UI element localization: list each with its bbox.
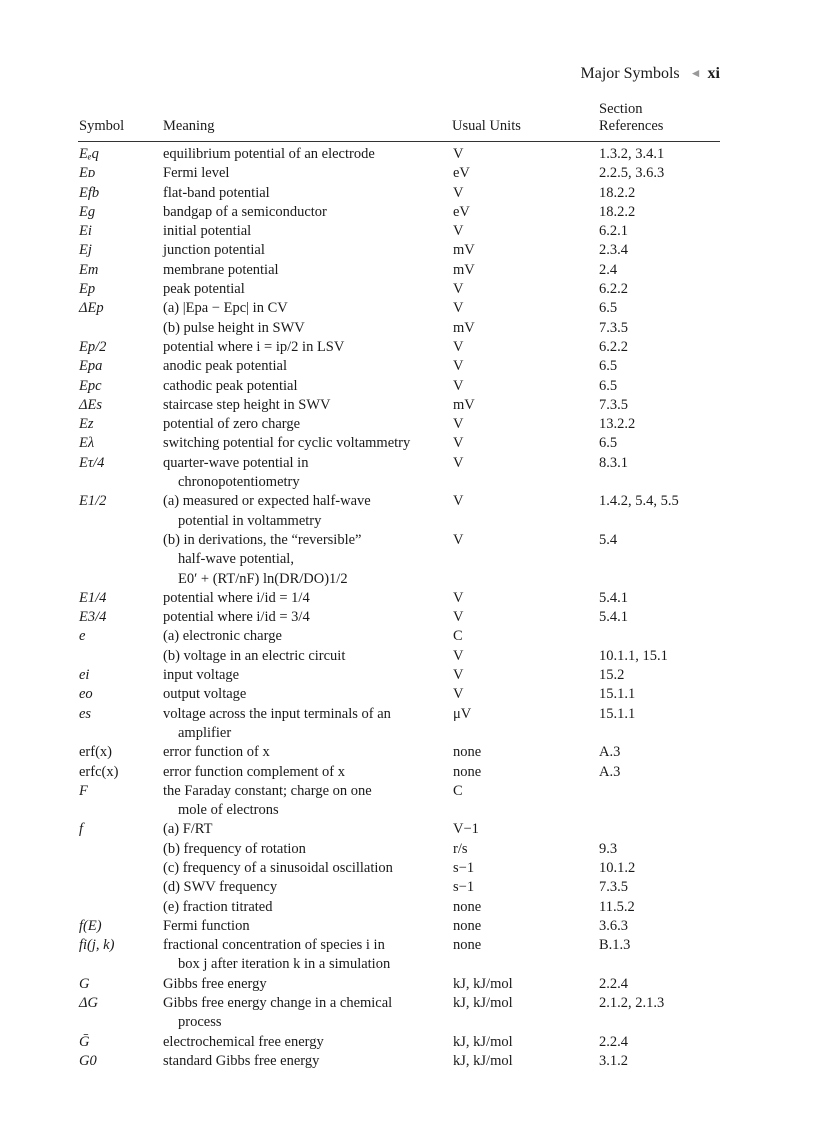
section-marker-icon: ◄ — [689, 66, 702, 80]
column-header-section-line1: Section — [599, 101, 643, 117]
symbol-cell: Eₑq — [79, 146, 99, 162]
section-ref-cell: 18.2.2 — [599, 203, 636, 220]
units-cell — [468, 724, 614, 743]
symbol-cell — [78, 550, 163, 569]
table-row — [78, 338, 720, 357]
meaning-cell: (a) F/RT — [163, 821, 213, 838]
units-cell: V — [453, 454, 464, 471]
symbol-cell: erfc(x) — [79, 763, 119, 780]
symbol-cell — [78, 840, 163, 859]
table-row — [78, 647, 720, 666]
symbol-cell — [78, 878, 163, 897]
section-ref-cell: 13.2.2 — [599, 416, 636, 433]
section-ref-cell: 6.2.1 — [599, 223, 628, 240]
meaning-cell: E0′ + (RT/nF) ln(DR/DO)1/2 — [178, 570, 348, 587]
symbol-cell: f — [79, 821, 84, 838]
symbol-cell — [78, 512, 163, 531]
units-cell — [468, 512, 614, 531]
units-cell: none — [453, 898, 482, 915]
meaning-cell: (a) electronic charge — [163, 628, 282, 645]
section-ref-cell — [614, 724, 720, 743]
units-cell: μV — [453, 705, 472, 722]
units-cell — [468, 801, 614, 820]
section-ref-cell: 9.3 — [599, 840, 618, 857]
units-cell: V — [453, 281, 464, 298]
meaning-cell: bandgap of a semiconductor — [163, 203, 327, 220]
units-cell: kJ, kJ/mol — [453, 975, 513, 992]
symbol-cell — [78, 898, 163, 917]
table-row — [78, 724, 720, 743]
table-row — [78, 1052, 720, 1071]
section-ref-cell: 10.1.2 — [599, 859, 636, 876]
symbol-cell: fi(j, k) — [79, 937, 115, 954]
section-ref-cell: 2.2.4 — [599, 1033, 628, 1050]
units-cell: V — [453, 358, 464, 375]
table-row — [78, 512, 720, 531]
table-row — [78, 396, 720, 415]
meaning-cell: the Faraday constant; charge on one — [163, 782, 372, 799]
table-row — [78, 936, 720, 955]
section-ref-cell: 3.1.2 — [599, 1052, 628, 1069]
symbol-cell — [78, 531, 163, 550]
symbol-cell: es — [79, 705, 92, 722]
units-cell: C — [453, 628, 463, 645]
symbols-table-body — [78, 145, 720, 1071]
units-cell: s−1 — [453, 859, 475, 876]
units-cell: mV — [453, 319, 475, 336]
table-row — [78, 434, 720, 453]
section-ref-cell — [614, 550, 720, 569]
symbol-cell — [78, 319, 163, 338]
symbol-cell: F — [79, 782, 88, 799]
units-cell: V — [453, 609, 464, 626]
symbol-cell: Ez — [79, 416, 94, 433]
meaning-cell: (d) SWV frequency — [163, 879, 278, 896]
meaning-cell: switching potential for cyclic voltammetry — [163, 435, 411, 452]
symbol-cell: Epa — [79, 358, 103, 375]
meaning-cell: (b) pulse height in SWV — [163, 319, 305, 336]
section-ref-cell: 7.3.5 — [599, 319, 628, 336]
meaning-cell: output voltage — [163, 686, 247, 703]
table-row — [78, 743, 720, 762]
table-row — [78, 859, 720, 878]
section-ref-cell: 11.5.2 — [599, 898, 635, 915]
meaning-cell: initial potential — [163, 223, 252, 240]
units-cell: mV — [453, 242, 475, 259]
column-header-units: Usual Units — [452, 118, 521, 134]
section-ref-cell: 15.1.1 — [599, 705, 636, 722]
meaning-cell: (b) frequency of rotation — [163, 840, 306, 857]
section-ref-cell: 2.1.2, 2.1.3 — [599, 995, 665, 1012]
meaning-cell: quarter-wave potential in — [163, 454, 309, 471]
table-row — [78, 878, 720, 897]
symbol-cell: G — [79, 975, 90, 992]
meaning-cell: standard Gibbs free energy — [163, 1052, 320, 1069]
meaning-cell: junction potential — [163, 242, 265, 259]
units-cell: V — [453, 647, 464, 664]
table-row — [78, 241, 720, 260]
table-row — [78, 203, 720, 222]
table-row — [78, 955, 720, 974]
symbol-cell — [78, 473, 163, 492]
section-ref-cell: A.3 — [599, 744, 621, 761]
units-cell: C — [453, 782, 463, 799]
table-row — [78, 550, 720, 569]
meaning-cell: error function complement of x — [163, 763, 345, 780]
section-ref-cell — [599, 820, 720, 839]
symbol-cell: ΔG — [79, 995, 98, 1012]
units-cell: kJ, kJ/mol — [453, 1033, 513, 1050]
table-row — [78, 531, 720, 550]
section-ref-cell — [614, 570, 720, 589]
meaning-cell: half-wave potential, — [178, 551, 294, 568]
table-row — [78, 840, 720, 859]
symbol-cell: Eᴅ — [79, 165, 96, 182]
table-row — [78, 763, 720, 782]
meaning-cell: potential in voltammetry — [178, 512, 322, 529]
units-cell: V−1 — [453, 821, 479, 838]
section-ref-cell — [614, 512, 720, 531]
meaning-cell: anodic peak potential — [163, 358, 288, 375]
section-ref-cell: 15.1.1 — [599, 686, 636, 703]
symbol-cell — [78, 955, 163, 974]
units-cell: V — [453, 300, 464, 317]
table-row — [78, 454, 720, 473]
table-row — [78, 705, 720, 724]
meaning-cell: equilibrium potential of an electrode — [163, 146, 375, 162]
units-cell: V — [453, 435, 464, 452]
table-row — [78, 782, 720, 801]
table-row — [78, 608, 720, 627]
meaning-cell: Gibbs free energy change in a chemical — [163, 995, 393, 1012]
units-cell: V — [453, 667, 464, 684]
meaning-cell: fractional concentration of species i in — [163, 937, 385, 954]
units-cell: r/s — [453, 840, 468, 857]
section-ref-cell: 2.4 — [599, 261, 618, 278]
section-ref-cell: 8.3.1 — [599, 454, 628, 471]
units-cell — [468, 570, 614, 589]
units-cell — [468, 550, 614, 569]
symbol-cell: ei — [79, 667, 90, 684]
table-row — [78, 377, 720, 396]
section-ref-cell: 7.3.5 — [599, 879, 628, 896]
column-header-section-line2: References — [599, 118, 664, 134]
symbol-cell: E1/4 — [79, 589, 107, 606]
table-row — [78, 492, 720, 511]
units-cell: V — [453, 184, 464, 201]
units-cell — [468, 473, 614, 492]
meaning-cell: flat-band potential — [163, 184, 270, 201]
table-row — [78, 261, 720, 280]
section-ref-cell: 18.2.2 — [599, 184, 636, 201]
symbol-cell: E1/2 — [79, 493, 107, 510]
symbol-cell: Ep/2 — [79, 338, 107, 355]
symbol-cell: Epc — [79, 377, 102, 394]
page-number: xi — [707, 65, 720, 82]
meaning-cell: amplifier — [178, 724, 232, 741]
units-cell: V — [453, 686, 464, 703]
units-cell: kJ, kJ/mol — [453, 995, 513, 1012]
table-row — [78, 280, 720, 299]
section-ref-cell: B.1.3 — [599, 937, 631, 954]
table-row — [78, 685, 720, 704]
symbol-cell: erf(x) — [79, 744, 113, 761]
meaning-cell: Fermi function — [163, 917, 250, 934]
table-row — [78, 975, 720, 994]
meaning-cell: membrane potential — [163, 261, 279, 278]
units-cell: V — [453, 377, 464, 394]
section-ref-cell: 6.5 — [599, 300, 618, 317]
symbol-cell: Eg — [79, 203, 96, 220]
section-ref-cell: 2.3.4 — [599, 242, 628, 259]
symbol-cell: ΔEp — [79, 300, 104, 317]
units-cell: none — [453, 917, 482, 934]
meaning-cell: electrochemical free energy — [163, 1033, 324, 1050]
section-ref-cell — [614, 801, 720, 820]
symbol-cell — [78, 570, 163, 589]
units-cell: mV — [453, 261, 475, 278]
header-rule — [78, 141, 720, 142]
units-cell: none — [453, 937, 482, 954]
symbol-cell: f(E) — [79, 917, 102, 934]
units-cell: V — [453, 416, 464, 433]
units-cell: V — [453, 223, 464, 240]
table-row — [78, 917, 720, 936]
units-cell: s−1 — [453, 879, 475, 896]
section-ref-cell: 2.2.5, 3.6.3 — [599, 165, 665, 182]
symbol-cell: Eλ — [79, 435, 95, 452]
meaning-cell: potential where i/id = 3/4 — [163, 609, 310, 626]
meaning-cell: (a) |Epa − Epc| in CV — [163, 300, 288, 317]
section-ref-cell: 6.2.2 — [599, 338, 628, 355]
table-row — [78, 473, 720, 492]
meaning-cell: Gibbs free energy — [163, 975, 267, 992]
meaning-cell: potential where i/id = 1/4 — [163, 589, 310, 606]
table-row — [78, 222, 720, 241]
units-cell: V — [453, 338, 464, 355]
units-cell: V — [453, 146, 464, 162]
units-cell: mV — [453, 396, 475, 413]
symbol-cell: G0 — [79, 1052, 97, 1069]
meaning-cell: input voltage — [163, 667, 240, 684]
units-cell: none — [453, 744, 482, 761]
table-row — [78, 357, 720, 376]
meaning-cell: Fermi level — [163, 165, 230, 182]
units-cell: V — [453, 589, 464, 606]
running-header — [581, 65, 720, 83]
section-ref-cell — [614, 473, 720, 492]
section-ref-cell: A.3 — [599, 763, 621, 780]
table-row — [78, 145, 720, 164]
section-ref-cell: 6.5 — [599, 358, 618, 375]
section-ref-cell: 15.2 — [599, 667, 625, 684]
meaning-cell: box j after iteration k in a simulation — [178, 956, 391, 973]
table-row — [78, 801, 720, 820]
meaning-cell: chronopotentiometry — [178, 474, 300, 491]
meaning-cell: voltage across the input terminals of an — [163, 705, 391, 722]
section-ref-cell: 6.2.2 — [599, 281, 628, 298]
section-ref-cell: 2.2.4 — [599, 975, 628, 992]
section-ref-cell: 1.3.2, 3.4.1 — [599, 146, 665, 162]
symbol-cell: Eτ/4 — [79, 454, 105, 471]
table-row — [78, 319, 720, 338]
column-header-meaning: Meaning — [163, 118, 215, 134]
units-cell: eV — [453, 165, 470, 182]
symbol-cell — [78, 647, 163, 666]
meaning-cell: potential where i = ip/2 in LSV — [163, 338, 345, 355]
symbol-cell — [78, 724, 163, 743]
symbol-cell — [78, 859, 163, 878]
table-row — [78, 898, 720, 917]
symbol-cell: Ḡ — [79, 1033, 90, 1050]
table-row — [78, 666, 720, 685]
table-row — [78, 570, 720, 589]
table-row — [78, 820, 720, 839]
meaning-cell: process — [178, 1014, 222, 1031]
symbol-cell — [78, 801, 163, 820]
meaning-cell: (a) measured or expected half-wave — [163, 493, 371, 510]
meaning-cell: (e) fraction titrated — [163, 898, 273, 915]
section-ref-cell — [614, 955, 720, 974]
section-ref-cell: 7.3.5 — [599, 396, 628, 413]
running-title: Major Symbols — [580, 65, 680, 82]
meaning-cell: (c) frequency of a sinusoidal oscillation — [163, 859, 393, 876]
units-cell: eV — [453, 203, 470, 220]
table-row — [78, 1013, 720, 1032]
symbol-cell: eo — [79, 686, 93, 703]
units-cell: none — [453, 763, 482, 780]
units-cell: kJ, kJ/mol — [453, 1052, 513, 1069]
section-ref-cell: 3.6.3 — [599, 917, 628, 934]
table-row — [78, 589, 720, 608]
symbol-cell — [78, 1013, 163, 1032]
symbol-cell: Ej — [79, 242, 92, 259]
symbol-cell: Efb — [79, 184, 100, 201]
table-row — [78, 164, 720, 183]
column-header-symbol: Symbol — [79, 118, 125, 134]
units-cell — [468, 955, 614, 974]
column-header-section — [599, 101, 663, 135]
meaning-cell: staircase step height in SWV — [163, 396, 331, 413]
section-ref-cell: 1.4.2, 5.4, 5.5 — [599, 493, 679, 510]
section-ref-cell — [614, 1013, 720, 1032]
section-ref-cell: 5.4 — [599, 531, 618, 548]
symbol-cell: Ei — [79, 223, 92, 240]
symbol-cell: Em — [79, 261, 99, 278]
meaning-cell: (b) voltage in an electric circuit — [163, 647, 346, 664]
meaning-cell: potential of zero charge — [163, 416, 301, 433]
section-ref-cell: 10.1.1, 15.1 — [599, 647, 668, 664]
units-cell: V — [453, 493, 464, 510]
meaning-cell: error function of x — [163, 744, 270, 761]
section-ref-cell: 5.4.1 — [599, 609, 628, 626]
table-row — [78, 627, 720, 646]
units-cell: V — [453, 531, 464, 548]
symbol-cell: E3/4 — [79, 609, 107, 626]
symbol-cell: e — [79, 628, 86, 645]
meaning-cell: mole of electrons — [178, 802, 279, 819]
section-ref-cell: 6.5 — [599, 435, 618, 452]
units-cell — [468, 1013, 614, 1032]
table-row — [78, 1033, 720, 1052]
section-ref-cell: 6.5 — [599, 377, 618, 394]
table-row — [78, 299, 720, 318]
table-row — [78, 184, 720, 203]
section-ref-cell: 5.4.1 — [599, 589, 628, 606]
table-row — [78, 994, 720, 1013]
table-row — [78, 415, 720, 434]
meaning-cell: peak potential — [163, 281, 245, 298]
section-ref-cell — [599, 782, 720, 801]
symbol-cell: ΔEs — [79, 396, 103, 413]
section-ref-cell — [599, 627, 720, 646]
symbol-cell: Ep — [79, 281, 96, 298]
meaning-cell: cathodic peak potential — [163, 377, 298, 394]
meaning-cell: (b) in derivations, the “reversible” — [163, 531, 362, 548]
